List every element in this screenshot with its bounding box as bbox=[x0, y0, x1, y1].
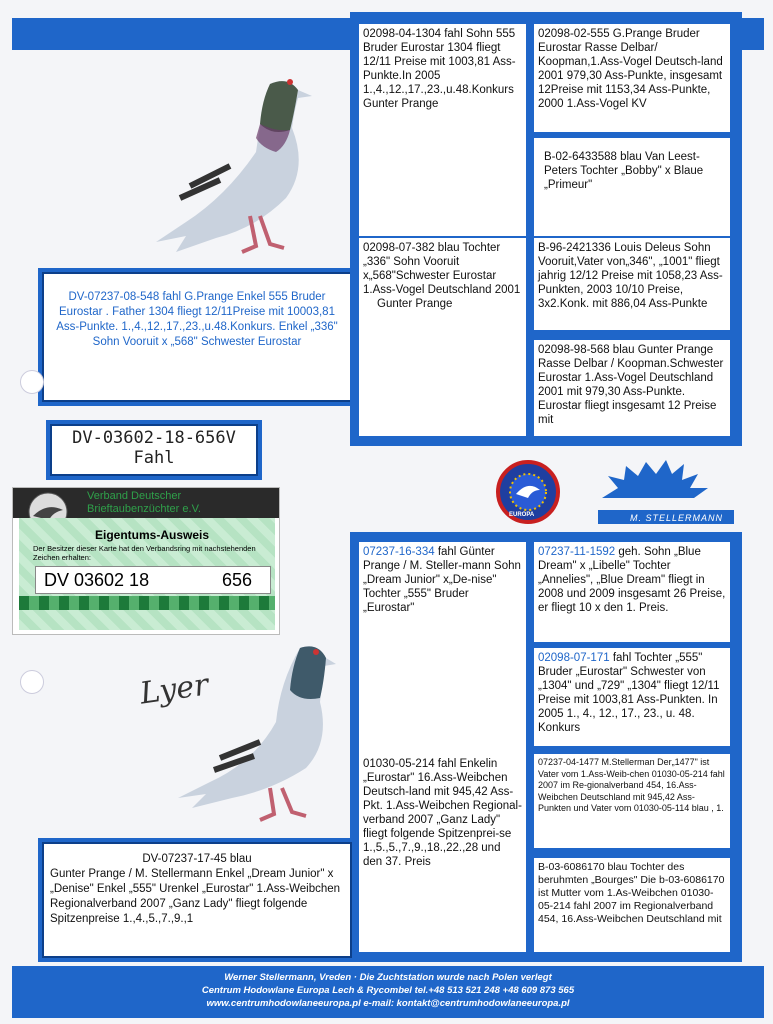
pedigree-bottom-father-ring: 07237-16-334 bbox=[363, 546, 435, 558]
footer-line1: Werner Stellermann, Vreden · Die Zuchtstation wurde nach Polen verlegt bbox=[224, 972, 552, 983]
handwritten-ring-number: DV-03602-18-656V bbox=[72, 428, 236, 448]
pigeon-caption-bottom-text: Gunter Prange / M. Stellermann Enkel „Dream Junior" x „Denise" Enkel „555" Urenkel „Eurostar" 1.Ass-Weibchen Regionalverband 2007 „Ganz Lady" fliegt folgende Spitzenpreise 1.,4.,5.,7.,9.,1 bbox=[50, 868, 341, 925]
pigeon-caption-top bbox=[38, 268, 356, 406]
pedigree-bottom-father-text: fahl Günter Prange / M. Steller-mann Sohn „Dream Junior" x„De-nise" Tochter „555" Bruder „Eurostar" bbox=[363, 546, 521, 614]
ownership-card-org-line2: Brieftaubenzüchter e.V. bbox=[87, 503, 201, 515]
pigeon-caption-top-text: DV-07237-08-548 fahl G.Prange Enkel 555 Bruder Eurostar . Father 1304 fliegt 12/11Preise mit 10003,81 Ass-Punkte. 1.,4.,12.,17.,23.,u.48.Konkurs. Enkel „336" Sohn Vooruit x „568" Schwester Eurostar bbox=[56, 291, 338, 348]
footer bbox=[12, 966, 764, 1018]
ownership-card-strip bbox=[19, 596, 275, 610]
ownership-card-org-line1: Verband Deutscher bbox=[87, 490, 182, 502]
handwritten-ring-box bbox=[46, 420, 262, 480]
footer-line3: www.centrumhodowlaneeuropa.pl e-mail: kontakt@centrumhodowlaneeuropa.pl bbox=[206, 998, 570, 1009]
pedigree-top-mother-text: 02098-07-382 blau Tochter „336" Sohn Vooruit x„568"Schwester Eurostar 1.Ass-Vogel Deutschland 2001 bbox=[363, 242, 521, 296]
pedigree-top-mother-owner: Gunter Prange bbox=[377, 298, 453, 310]
pedigree-bottom-ff bbox=[534, 542, 730, 642]
pedigree-top-ff: 02098-02-555 G.Prange Bruder Eurostar Rasse Delbar/ Koopman,1.Ass-Vogel Deutsch-land 2001 979,30 Ass-Punkte, insgesamt 12Preise mit 1153,34 Ass-Punkte, 2000 1.Ass-Vogel KV bbox=[534, 24, 730, 132]
pedigree-top-fm: B-02-6433588 blau Van Leest-Peters Tochter „Bobby" x Blaue „Primeur" bbox=[534, 138, 730, 236]
pedigree-bottom-ff-ring: 07237-11-1592 bbox=[538, 546, 616, 558]
pedigree-top-mf: B-96-2421336 Louis Deleus Sohn Vooruit,Vater von„346", „1001" fliegt jahrig 12/12 Preise mit 1058,23 Ass-Punkten, 2003 10/10 Preise, 3x2.Konk. mit 886,04 Ass-Punkte bbox=[534, 238, 730, 330]
ownership-card bbox=[12, 487, 280, 635]
pedigree-bottom-mother: 01030-05-214 fahl Enkelin „Eurostar" 16.Ass-Weibchen Deutsch-land mit 945,42 Ass-Pkt. 1.Ass-Weibchen Regional-verband 2007 „Ganz Lady" fliegt folgende Spitzenprei-se 1.,5.,5.,7.,9.,18.,22.,28 und den 37. Preis bbox=[359, 754, 526, 952]
pedigree-bottom-fm-text: fahl Tochter „555" Bruder „Eurostar" Schwester von „1304" und „729" „1304" fliegt 12/11 Preise mit 1003,81 Ass-Punkten. In 2005 1., 4., 12., 17., 23., u. 48. Konkurs bbox=[538, 652, 720, 734]
pedigree-top-frame bbox=[350, 12, 742, 446]
ownership-card-header bbox=[13, 488, 279, 518]
pedigree-bottom-fm bbox=[534, 648, 730, 746]
pedigree-bottom-frame bbox=[350, 532, 742, 962]
footer-line2: Centrum Hodowlane Europa Lech & Rycombel tel.+48 513 521 248 +48 609 873 565 bbox=[201, 985, 575, 996]
pedigree-top-father: 02098-04-1304 fahl Sohn 555 Bruder Eurostar 1304 fliegt 12/11 Preise mit 1003,81 Ass-Punkte.In 2005 1.,4.,12.,17.,23.,u.48.Konkurs Gunter Prange bbox=[359, 24, 526, 236]
europa-logo-text: EUROPA bbox=[509, 512, 535, 518]
pigeon-photo-top bbox=[120, 66, 320, 262]
ownership-card-title: Eigentums-Ausweis bbox=[95, 528, 210, 542]
pedigree-bottom-mm: B-03-6086170 blau Tochter des beruhmten „Bourges" Die b-03-6086170 ist Mutter vom 1.As-Weibchen 01030-05-214 fahl 2007 im Regionalverband 454, 16.Ass-Weibchen Deutschland mit bbox=[534, 858, 730, 952]
pedigree-top-mm: 02098-98-568 blau Gunter Prange Rasse Delbar / Koopman.Schwester Eurostar 1.Ass-Vogel Deutschland 2001 mit 979,30 Ass-Punkte. Eurostar fliegt insgesamt 12 Preise mit bbox=[534, 340, 730, 436]
pedigree-bottom-mf: 07237-04-1477 M.Stellerman Der„1477" ist Vater vom 1.Ass-Weib-chen 01030-05-214 fahl 2007 im Re-gionalverband 454, 16.Ass-Weibchen Deutschland mit 945,42 Ass-Punkten und Vater vom 01030-05-114 blau , 1. bbox=[534, 754, 730, 848]
ownership-card-subtitle: Der Besitzer dieser Karte hat den Verbandsring mit nachstehenden Zeichen erhalten: bbox=[33, 544, 256, 562]
pigeon-caption-bottom-ring: DV-07237-17-45 blau bbox=[142, 853, 252, 865]
ownership-card-number-left: DV 03602 18 bbox=[44, 570, 150, 590]
handwritten-ring-color: Fahl bbox=[133, 448, 175, 468]
stellermann-logo-text: M. STELLERMANN bbox=[630, 513, 724, 523]
binder-hole-top bbox=[20, 370, 44, 394]
ownership-card-number-right: 656 bbox=[221, 570, 252, 590]
pedigree-top-mother bbox=[359, 238, 526, 436]
ownership-card-number bbox=[35, 566, 271, 594]
signature: Lyer bbox=[137, 667, 211, 712]
pedigree-bottom-ff-text: geh. Sohn „Blue Dream" x „Libelle" Tochter „Annelies", „Blue Dream" fliegt in 2008 und 2009 insgesamt 26 Preise, er fliegt 10 x den 1. Preis. bbox=[538, 546, 726, 614]
pedigree-bottom-fm-ring: 02098-07-171 bbox=[538, 652, 610, 664]
pedigree-bottom-father bbox=[359, 542, 526, 754]
pigeon-caption-bottom bbox=[38, 838, 356, 962]
pigeon-photo-bottom bbox=[150, 638, 340, 828]
binder-hole-bottom bbox=[20, 670, 44, 694]
